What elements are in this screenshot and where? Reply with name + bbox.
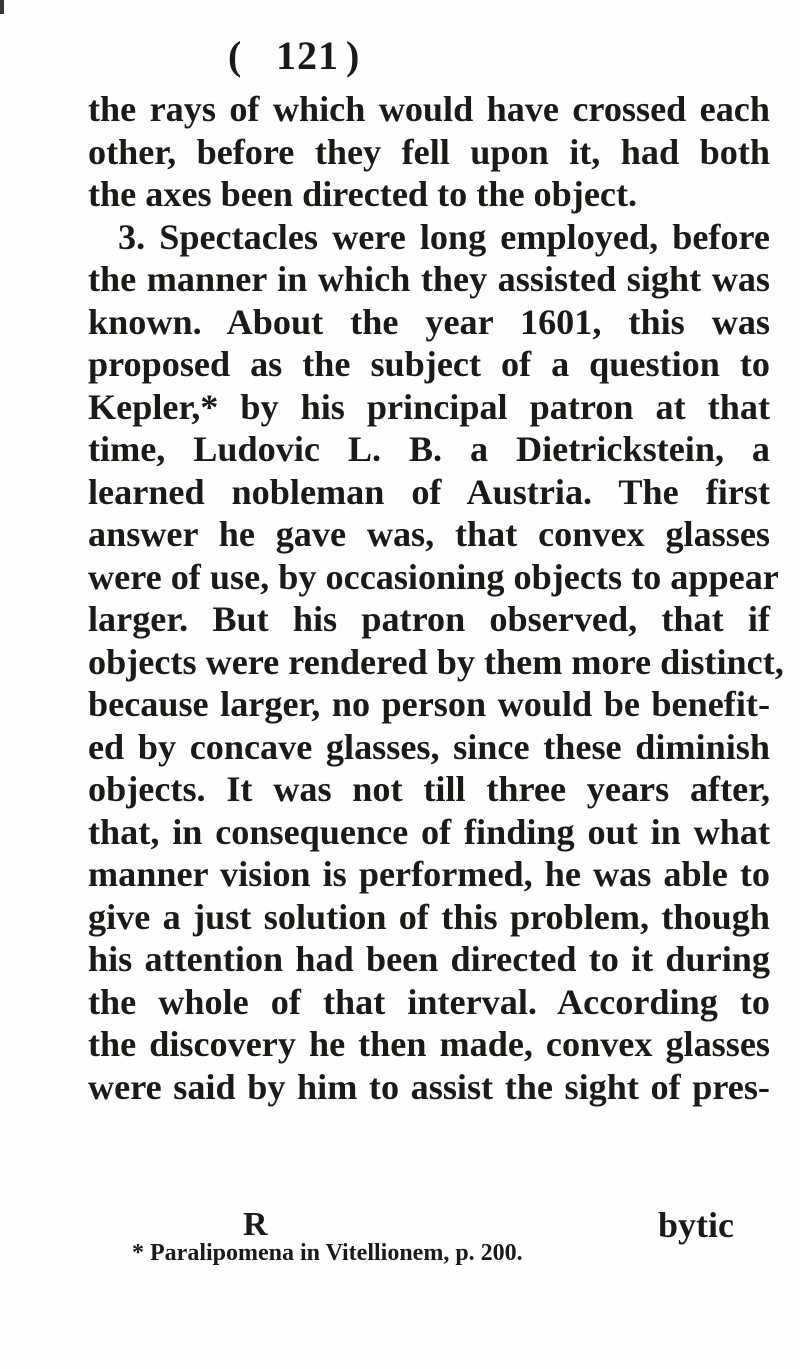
text-line-7: proposed as the subject of a question to (88, 344, 770, 384)
text-line-16: ed by concave glasses, since these diminish (88, 726, 770, 767)
text-line-15: because larger, no person would be benefit- (88, 684, 770, 724)
text-line-10: learned nobleman of Austria. The first (88, 471, 770, 512)
text-line-19: manner vision is performed, he was able to (88, 854, 770, 894)
text-line-22: the whole of that interval. According to (88, 981, 770, 1022)
text-line-8: Kepler,* by his principal patron at that (88, 386, 770, 427)
footnote (132, 1240, 523, 1267)
text-line-21: his attention had been directed to it during (88, 939, 770, 979)
body-text (88, 88, 784, 1108)
text-line-6: known. About the year 1601, this was (88, 301, 770, 342)
header-paren-right: ) (346, 33, 362, 78)
signature-mark: R (243, 1206, 268, 1243)
catchword: bytic (658, 1205, 734, 1245)
text-line-14: objects were rendered by them more distinct, (88, 641, 784, 682)
header-paren-left: ( (228, 33, 244, 78)
text-line-5: the manner in which they assisted sight was (88, 259, 770, 299)
text-line-9: time, Ludovic L. B. a Dietrickstein, a (88, 429, 770, 469)
text-line-13: larger. But his patron observed, that if (88, 599, 770, 639)
text-line-12: were of use, by occasioning objects to appear (88, 556, 779, 597)
page-edge-mark (0, 0, 4, 14)
text-line-20: give a just solution of this problem, though (88, 896, 770, 937)
text-line-24: were said by him to assist the sight of pres- (88, 1066, 770, 1107)
footnote-mark: * (132, 1240, 144, 1266)
text-line-3: the axes been directed to the object. (88, 174, 638, 214)
text-line-4: 3. Spectacles were long employed, before (118, 216, 770, 257)
text-line-2: other, before they fell upon it, had both (88, 131, 770, 172)
text-line-23: the discovery he then made, convex glasses (88, 1024, 770, 1064)
text-line-1: the rays of which would have crossed each (88, 89, 770, 129)
text-line-11: answer he gave was, that convex glasses (88, 514, 770, 554)
text-line-18: that, in consequence of finding out in what (88, 811, 770, 852)
page-number: 121 (276, 33, 339, 78)
footnote-text: Paralipomena in Vitellionem, p. 200. (150, 1240, 523, 1266)
text-line-17: objects. It was not till three years after, (88, 769, 770, 809)
